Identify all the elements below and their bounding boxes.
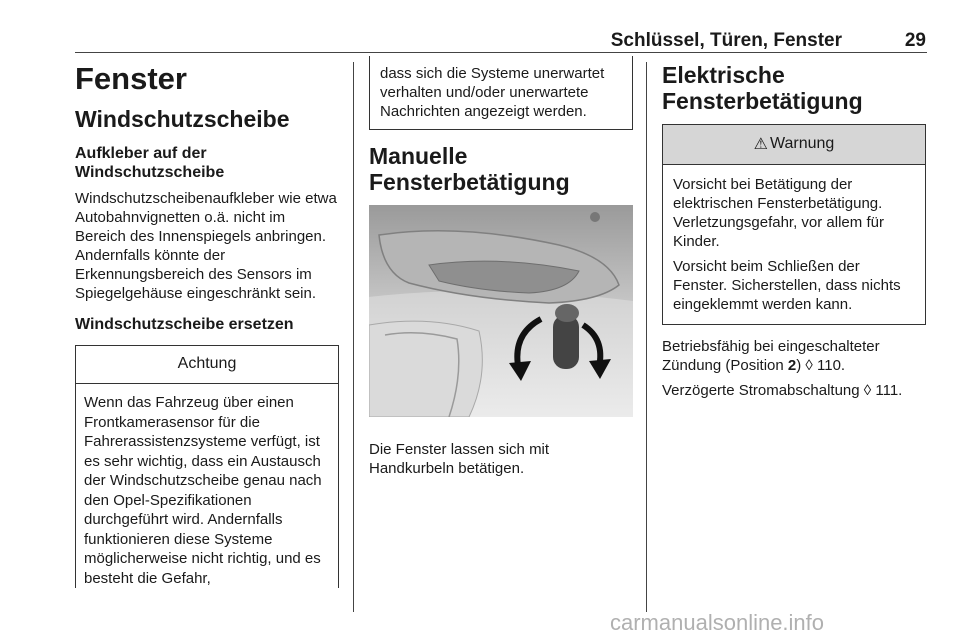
warning-title: Warnung bbox=[770, 135, 835, 152]
column-1 bbox=[75, 62, 339, 588]
page-number: 29 bbox=[904, 30, 926, 51]
caution-continued-text: dass sich die Systeme unerwartet verhalten und/oder unerwartete Nachrichten angezeigt werden. bbox=[380, 65, 605, 120]
ignition-paragraph bbox=[662, 337, 926, 375]
caution-text: Wenn das Fahrzeug über einen Frontkamerasensor für die Fahrerassistenzsysteme verfügt, ist es sehr wichtig, dass ein Austausch der Windschutzscheibe genau nach den Opel-Spezifikationen durchgeführt wird. Andernfalls funktionieren diese Systeme möglicherweise nicht richtig, und es besteht die Gefahr, bbox=[84, 394, 322, 587]
header-rule bbox=[75, 52, 927, 53]
manual-windows-caption: Die Fenster lassen sich mit Handkurbeln betätigen. bbox=[369, 441, 550, 477]
column-divider-2 bbox=[646, 62, 647, 612]
watermark: carmanualsonline.info bbox=[610, 610, 825, 635]
electric-windows-heading: Elektrische Fensterbetätigung bbox=[662, 62, 863, 114]
manual-windows-heading: Manuelle Fensterbetätigung bbox=[369, 143, 570, 195]
ignition-text-post: ) ◊ 110. bbox=[796, 357, 846, 374]
ignition-position: 2 bbox=[787, 357, 797, 374]
window-crank-illustration bbox=[369, 205, 633, 417]
warning-header bbox=[663, 125, 925, 165]
topic-heading-replace: Windschutzscheibe ersetzen bbox=[75, 316, 294, 333]
header-title: Schlüssel, Türen, Fenster bbox=[610, 30, 842, 51]
caution-body bbox=[76, 384, 338, 588]
warning-icon: ⚠ bbox=[753, 136, 768, 153]
warning-body bbox=[663, 165, 925, 324]
ignition-text-pre: Betriebsfähig bei eingeschalteter Zündung (Position bbox=[662, 338, 880, 374]
warning-box bbox=[662, 124, 926, 325]
caution-box bbox=[75, 345, 339, 588]
subsection-title: Windschutzscheibe bbox=[75, 106, 290, 132]
sticker-paragraph: Windschutzscheibenaufkleber wie etwa Autobahnvignetten o.ä. nicht im Bereich des Innenspiegels anbringen. Andernfalls könnte der Erkennungsbereich des Sensors im Spiegelgehäuse eingeschränkt sein. bbox=[75, 190, 337, 302]
column-divider-1 bbox=[353, 62, 354, 612]
warning-text-2: Vorsicht beim Schließen der Fenster. Sicherstellen, dass nichts eingeklemmt werden kann. bbox=[673, 258, 901, 313]
delayed-power-paragraph: Verzögerte Stromabschaltung ◊ 111. bbox=[662, 382, 903, 399]
warning-text-1: Vorsicht bei Betätigung der elektrischen Fensterbetätigung. Verletzungsgefahr, vor allem für Kinder. bbox=[673, 176, 884, 250]
column-3 bbox=[662, 62, 926, 400]
caution-title: Achtung bbox=[76, 346, 338, 384]
topic-heading-sticker: Aufkleber auf der Windschutzscheibe bbox=[75, 145, 225, 181]
column-2 bbox=[369, 56, 633, 478]
section-title: Fenster bbox=[75, 61, 187, 96]
caution-box-continued bbox=[369, 56, 633, 130]
